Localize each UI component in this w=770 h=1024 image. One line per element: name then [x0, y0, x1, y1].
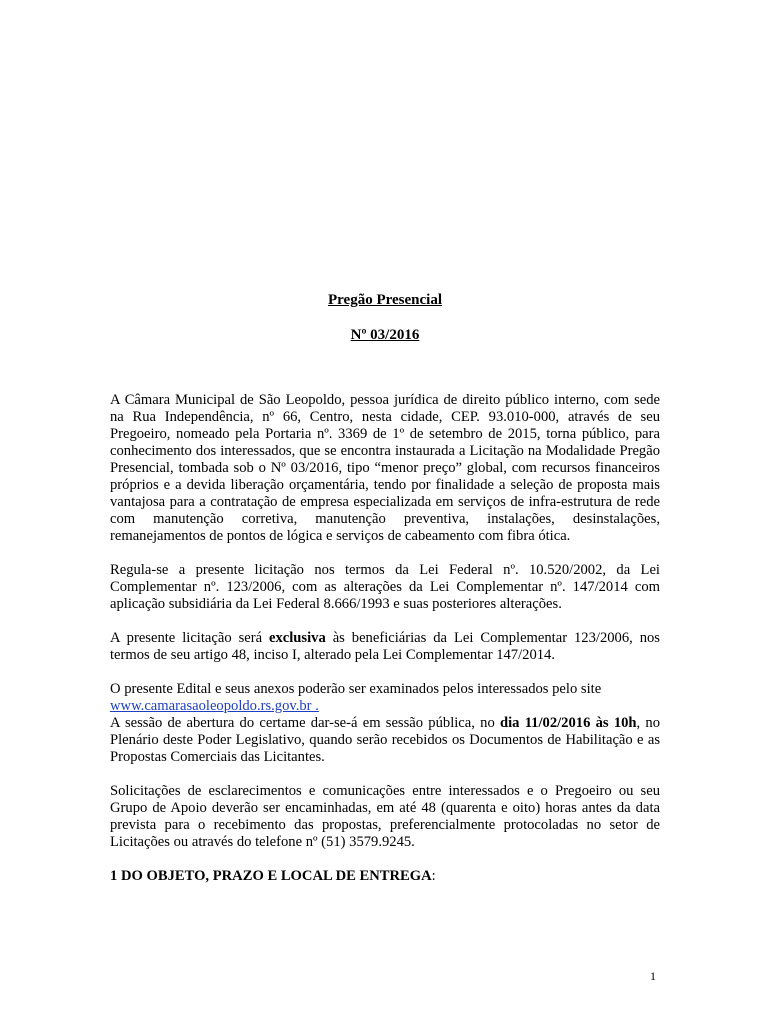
section-heading — [110, 868, 660, 885]
document-number: Nº 03/2016 — [350, 327, 420, 343]
paragraph-clarifications: Solicitações de esclarecimentos e comunicações entre interessados e o Pregoeiro ou seu Grupo de Apoio deverão ser encaminhadas, em até 48 (quarenta e oito) horas antes da data prevista para o recebimento das propostas, preferencialmente protocoladas no setor de Licitações ou através do telefone nº (51) 3579.9245. — [110, 783, 660, 850]
paragraph-session-start: A sessão de abertura do certame dar-se-á em sessão pública, no — [110, 715, 500, 731]
document-body — [110, 392, 660, 902]
page-number: 1 — [650, 969, 656, 983]
paragraph-exclusive-start: A presente licitação será — [110, 630, 269, 646]
paragraph-exclusive — [110, 630, 660, 664]
section-heading-colon: : — [431, 868, 436, 884]
paragraph-session-end: , no Plenário deste Poder Legislativo, quando serão recebidos os Documentos de Habilitação e as Propostas Comerciais das Licitantes. — [110, 715, 661, 765]
paragraph-edital-text: O presente Edital e seus anexos poderão ser examinados pelos interessados pelo site — [110, 681, 602, 697]
website-link[interactable]: www.camarasaoleopoldo.rs.gov.br . — [110, 698, 319, 714]
document-title: Pregão Presencial — [328, 292, 442, 308]
paragraph-session — [110, 715, 660, 766]
paragraph-edital — [110, 681, 660, 715]
paragraph-intro: A Câmara Municipal de São Leopoldo, pessoa jurídica de direito público interno, com sede na Rua Independência, nº 66, Centro, nesta cidade, CEP. 93.010-000, através de seu Pregoeiro, nomeado pela Portaria nº. 3369 de 1º de setembro de 2015, torna público, para conhecimento dos interessados, que se encontra instaurada a Licitação na Modalidade Pregão Presencial, tombada sob o Nº 03/2016, tipo “menor preço” global, com recursos financeiros próprios e a devida liberação orçamentária, tendo por finalidade a seleção de proposta mais vantajosa para a contratação de empresa especializada em serviços de infra-estrutura de rede com manutenção corretiva, manutenção preventiva, instalações, desinstalações, remanejamentos de pontos de lógica e serviços de cabeamento com fibra ótica. — [110, 392, 660, 544]
paragraph-exclusive-end: às beneficiárias da Lei Complementar 123/2006, nos termos de seu artigo 48, inciso I, alterado pela Lei Complementar 147/2014. — [110, 630, 660, 663]
paragraph-regulation: Regula-se a presente licitação nos termos da Lei Federal nº. 10.520/2002, da Lei Complementar nº. 123/2006, com as alterações da Lei Complementar nº. 147/2014 com aplicação subsidiária da Lei Federal 8.666/1993 e suas posteriores alterações. — [110, 562, 660, 612]
section-heading-text: 1 DO OBJETO, PRAZO E LOCAL DE ENTREGA — [110, 868, 432, 884]
exclusive-emphasis: exclusiva — [269, 630, 326, 646]
session-date: dia 11/02/2016 às 10h — [499, 715, 637, 731]
